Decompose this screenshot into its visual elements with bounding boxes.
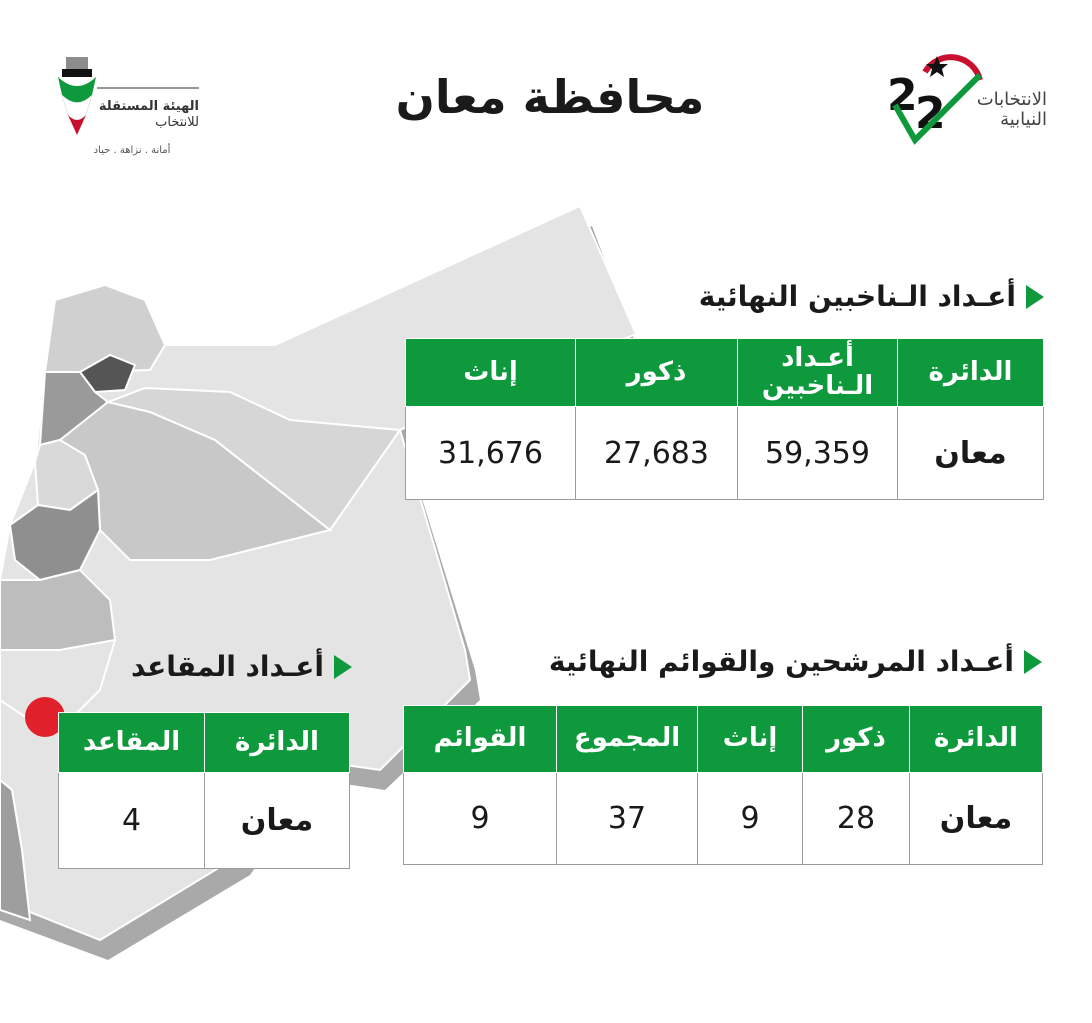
candidates-cell-total: 37	[557, 773, 698, 865]
svg-text:2: 2	[887, 70, 918, 121]
voters-table-row	[406, 407, 1044, 500]
iec-logo	[52, 55, 202, 165]
seats-cell-district: معان	[205, 773, 350, 869]
voters-cell-district: معان	[898, 407, 1044, 500]
seats-cell-count: 4	[59, 773, 205, 869]
iec-name-line2: للانتخاب	[155, 114, 199, 130]
seats-section-title	[131, 650, 352, 683]
candidates-cell-male: 28	[803, 773, 910, 865]
voters-cell-male: 27,683	[576, 407, 738, 500]
voters-table	[405, 338, 1044, 500]
voters-cell-female: 31,676	[406, 407, 576, 500]
candidates-header-lists: القوائم	[404, 706, 557, 773]
candidates-cell-female: 9	[698, 773, 803, 865]
elections-2020-logo	[885, 50, 1055, 150]
candidates-header-female: إناث	[698, 706, 803, 773]
seats-table	[58, 712, 350, 869]
voters-section-title	[699, 280, 1044, 313]
page-title: محافظة معان	[395, 70, 705, 124]
candidates-table	[403, 705, 1043, 865]
candidates-table-row	[404, 773, 1043, 865]
ballot-box-icon	[52, 55, 102, 135]
voters-cell-total: 59,359	[738, 407, 898, 500]
section-arrow-icon	[1026, 285, 1044, 309]
voters-header-district: الدائرة	[898, 339, 1044, 407]
voters-header-male: ذكور	[576, 339, 738, 407]
voters-header-total: أعـداد الـناخبين	[738, 339, 898, 407]
voters-title: أعـداد الـناخبين النهائية	[698, 280, 1016, 313]
seats-header-seats: المقاعد	[59, 713, 205, 773]
candidates-cell-lists: 9	[404, 773, 557, 865]
seats-header-district: الدائرة	[205, 713, 350, 773]
seats-table-row	[59, 773, 350, 869]
candidates-header-total: المجموع	[557, 706, 698, 773]
section-arrow-icon	[1024, 650, 1042, 674]
elections-logo-line2: النيابية	[1000, 108, 1047, 130]
voters-header-female: إناث	[406, 339, 576, 407]
logo-divider	[97, 87, 199, 89]
candidates-cell-district: معان	[910, 773, 1043, 865]
svg-text:2: 2	[915, 88, 946, 139]
seats-title: أعـداد المقاعد	[130, 650, 324, 683]
iec-tagline: أمانة . نزاهة . حياد	[93, 145, 171, 156]
section-arrow-icon	[334, 655, 352, 679]
candidates-header-district: الدائرة	[910, 706, 1043, 773]
candidates-header-male: ذكور	[803, 706, 910, 773]
iec-name-line1: الهيئة المستقلة	[98, 99, 199, 114]
candidates-section-title	[549, 645, 1042, 678]
candidates-title: أعـداد المرشحين والقوائم النهائية	[548, 645, 1014, 678]
elections-logo-line1: الانتخابات	[976, 89, 1047, 110]
